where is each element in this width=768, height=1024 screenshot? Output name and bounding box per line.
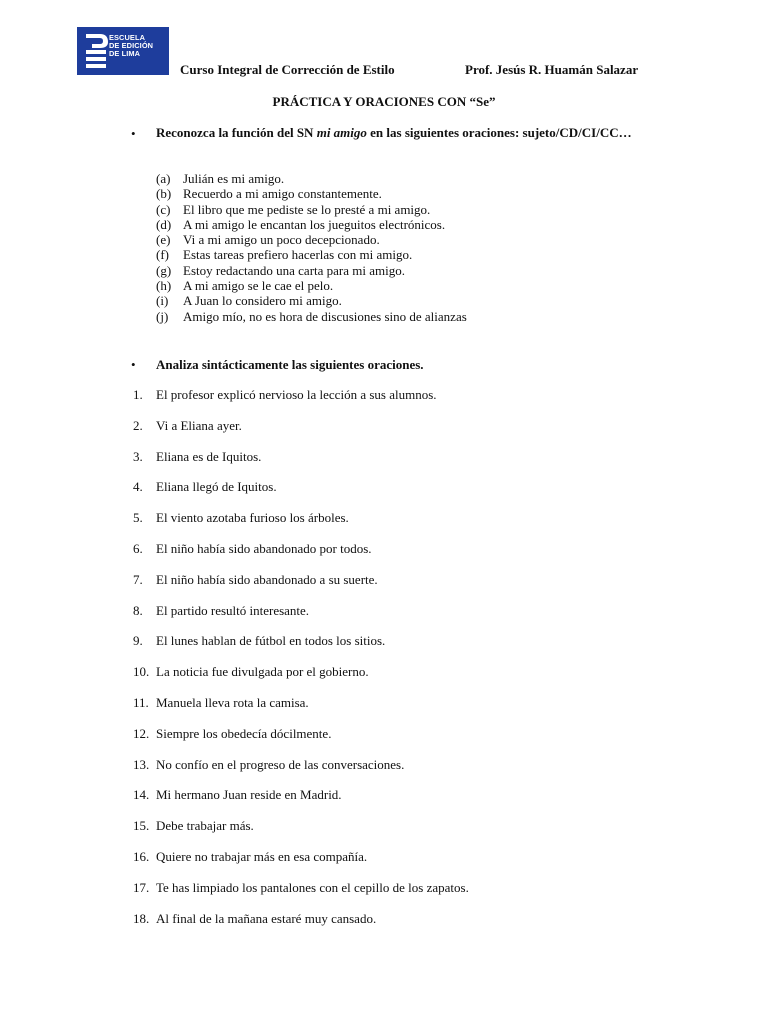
list-item — [133, 449, 469, 480]
list-item — [133, 633, 469, 664]
item-number: 6. — [133, 540, 143, 556]
item-text: El libro que me pediste se lo presté a mi amigo. — [183, 201, 431, 217]
section2-instruction: Analiza sintácticamente las siguientes oraciones. — [156, 357, 424, 372]
section2-list — [133, 387, 469, 941]
section1-list — [156, 171, 467, 324]
list-item — [133, 418, 469, 449]
item-number: 11. — [133, 694, 149, 710]
list-item — [133, 787, 469, 818]
item-label: (c) — [156, 201, 171, 217]
item-number: 7. — [133, 571, 143, 587]
item-label: (f) — [156, 247, 169, 263]
logo-emblem-icon — [82, 30, 110, 72]
list-item — [156, 278, 467, 293]
list-item — [156, 186, 467, 201]
item-label: (h) — [156, 278, 172, 294]
item-number: 13. — [133, 756, 150, 772]
list-item — [133, 695, 469, 726]
list-item — [133, 911, 469, 942]
instruction-text: Reconozca la función del SN — [156, 125, 317, 140]
logo-line: DE EDICIÓN — [109, 41, 154, 50]
item-number: 8. — [133, 602, 143, 618]
list-item — [133, 479, 469, 510]
item-text: Al final de la mañana estaré muy cansado. — [156, 910, 377, 926]
item-number: 1. — [133, 387, 143, 402]
item-number: 17. — [133, 879, 150, 895]
list-item — [133, 818, 469, 849]
item-text: Amigo mío, no es hora de discusiones sino de alianzas — [183, 308, 467, 324]
item-text: Te has limpiado los pantalones con el cepillo de los zapatos. — [156, 879, 469, 895]
item-text: Siempre los obedecía dócilmente. — [156, 725, 332, 741]
list-item — [156, 171, 467, 186]
item-number: 12. — [133, 725, 150, 741]
item-label: (a) — [156, 171, 171, 186]
item-text: El niño había sido abandonado por todos. — [156, 540, 372, 556]
item-text: El partido resultó interesante. — [156, 602, 310, 618]
item-number: 2. — [133, 417, 143, 433]
item-text: A Juan lo considero mi amigo. — [183, 293, 342, 309]
list-item — [133, 664, 469, 695]
course-name: Curso Integral de Corrección de Estilo — [180, 62, 395, 77]
item-text: La noticia fue divulgada por el gobierno. — [156, 664, 369, 680]
logo-line: ESCUELA — [109, 33, 146, 42]
item-text: Estoy redactando una carta para mi amigo. — [183, 262, 405, 278]
list-item — [156, 247, 467, 262]
instruction-text: en las siguientes oraciones: sujeto/CD/CI/CC… — [366, 125, 632, 140]
item-text: Vi a Eliana ayer. — [156, 417, 242, 433]
list-item — [133, 387, 469, 418]
item-label: (i) — [156, 293, 169, 309]
list-item — [156, 263, 467, 278]
list-item — [133, 603, 469, 634]
list-item — [156, 293, 467, 308]
instruction-emphasis: mi amigo — [316, 125, 367, 140]
item-number: 4. — [133, 479, 143, 495]
logo-line: DE LIMA — [109, 49, 141, 58]
item-text: A mi amigo se le cae el pelo. — [183, 278, 334, 294]
page-title: PRÁCTICA Y ORACIONES CON “Se” — [272, 94, 496, 109]
item-text: Eliana llegó de Iquitos. — [156, 479, 277, 495]
item-text: El lunes hablan de fútbol en todos los sitios. — [156, 633, 386, 649]
item-label: (b) — [156, 186, 172, 202]
item-text: No confío en el progreso de las conversaciones. — [156, 756, 405, 772]
item-label: (d) — [156, 216, 172, 232]
item-number: 3. — [133, 448, 143, 464]
item-number: 14. — [133, 787, 150, 803]
item-text: Eliana es de Iquitos. — [156, 448, 262, 464]
list-item — [133, 757, 469, 788]
list-item — [156, 217, 467, 232]
item-text: El profesor explicó nervioso la lección a sus alumnos. — [156, 387, 437, 402]
item-number: 10. — [133, 664, 150, 680]
item-text: Estas tareas prefiero hacerlas con mi amigo. — [183, 247, 413, 263]
item-text: Recuerdo a mi amigo constantemente. — [183, 186, 382, 202]
section1-instruction — [156, 125, 657, 140]
item-number: 9. — [133, 633, 143, 649]
list-item — [133, 880, 469, 911]
item-text: Vi a mi amigo un poco decepcionado. — [183, 232, 380, 248]
list-item — [133, 726, 469, 757]
item-text: El niño había sido abandonado a su suerte. — [156, 571, 378, 587]
item-number: 16. — [133, 848, 150, 864]
item-text: Mi hermano Juan reside en Madrid. — [156, 787, 342, 803]
item-number: 18. — [133, 910, 150, 926]
list-item — [156, 202, 467, 217]
bullet-icon: • — [131, 126, 136, 141]
item-label: (j) — [156, 308, 169, 324]
list-item — [156, 309, 467, 324]
item-text: Manuela lleva rota la camisa. — [156, 694, 309, 710]
list-item — [133, 541, 469, 572]
list-item — [133, 572, 469, 603]
logo-text — [109, 34, 153, 58]
item-number: 15. — [133, 818, 150, 834]
item-text: Julián es mi amigo. — [183, 171, 285, 186]
item-label: (e) — [156, 232, 171, 248]
school-logo — [77, 27, 169, 75]
item-text: Debe trabajar más. — [156, 818, 254, 834]
professor-name: Prof. Jesús R. Huamán Salazar — [465, 62, 639, 77]
list-item — [133, 849, 469, 880]
item-label: (g) — [156, 262, 172, 278]
list-item — [133, 510, 469, 541]
item-number: 5. — [133, 510, 143, 526]
item-text: El viento azotaba furioso los árboles. — [156, 510, 349, 526]
bullet-icon: • — [131, 357, 136, 372]
list-item — [156, 232, 467, 247]
item-text: Quiere no trabajar más en esa compañía. — [156, 848, 368, 864]
item-text: A mi amigo le encantan los jueguitos electrónicos. — [183, 216, 446, 232]
